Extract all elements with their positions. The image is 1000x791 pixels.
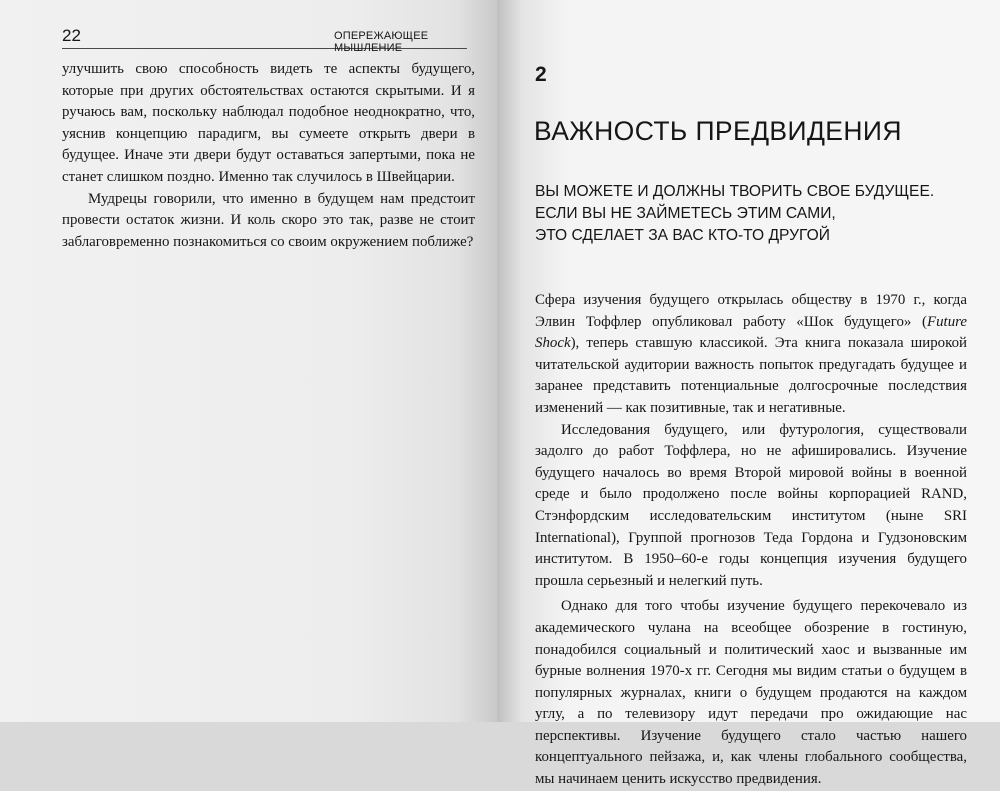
paragraph: улучшить свою способность видеть те аспекты будущего, которые при других обстоятельствах остаются скрытыми. И я ручаюсь вам, поскольку наблюдал подобное неоднократно, что, уяснив концепцию парадигм, вы сумеете открыть двери в будущее. Иначе эти двери будут оставаться запертыми, пока не станет слишком поздно. Именно так случилось в Швейцарии.	[62, 61, 475, 185]
epigraph-line: ЭТО СДЕЛАЕТ ЗА ВАС КТО-ТО ДРУГОЙ	[535, 227, 830, 244]
text-run: ), теперь ставшую классикой. Эта книга показала широкой читательской аудитории важность попыток предугадать будущее и заранее представить потенциальные долгосрочные последствия изменений — как позитивные, так и негативные.	[535, 335, 967, 416]
epigraph-line: ВЫ МОЖЕТЕ И ДОЛЖНЫ ТВОРИТЬ СВОЕ БУДУЩЕЕ.	[535, 183, 935, 200]
left-page	[0, 0, 497, 722]
right-body-text	[535, 290, 967, 791]
paragraph: Исследования будущего, или футурология, существовали задолго до работ Тоффлера, но не афишировались. Изучение будущего началось во время Второй мировой войны в военной среде и было продолжено после войны корпорацией RAND, Стэнфордским исследовательским институтом (ныне SRI International), Группой прогнозов Теда Гордона и Гудзоновским институтом. В 1950–60-е годы концепция изучения будущего прошла серьезный и нелегкий путь.	[535, 421, 967, 589]
chapter-title: ВАЖНОСТЬ ПРЕДВИДЕНИЯ	[534, 116, 902, 146]
paragraph: Мудрецы говорили, что именно в будущем нам предстоит провести остаток жизни. И коль скоро это так, разве не стоит заблаговременно познакомиться со своим окружением поближе?	[62, 190, 475, 250]
epigraph-line: ЕСЛИ ВЫ НЕ ЗАЙМЕТЕСЬ ЭТИМ САМИ,	[535, 205, 836, 222]
paragraph: Однако для того чтобы изучение будущего перекочевало из академического чулана на всеобщее обозрение в гостиную, понадобился социальный и политический хаос и вызванные им бурные волнения 1970-х гг. Сегодня мы видим статьи о будущем в популярных журналах, книги о будущем продаются на каждом углу, а по телевизору идут передачи про ожидающие нас перспективы. Изучение будущего стало частью нашего концептуального пейзажа, и, как члены глобального сообщества, мы начинаем ценить искусство предвидения.	[535, 598, 967, 788]
page-number: 22	[62, 26, 81, 45]
text-run: Сфера изучения будущего открылась обществу в 1970 г., когда Элвин Тоффлер опубликовал работу «Шок будущего» (	[535, 292, 967, 330]
running-header-title: ОПЕРЕЖАЮЩЕЕ МЫШЛЕНИЕ	[334, 30, 429, 54]
paragraph	[535, 290, 967, 420]
running-head	[62, 26, 467, 54]
left-body-text	[62, 59, 475, 253]
chapter-number: 2	[535, 63, 547, 86]
chapter-epigraph	[535, 181, 975, 247]
book-title-italic: Future Shock	[535, 313, 967, 352]
right-page	[497, 0, 1000, 788]
